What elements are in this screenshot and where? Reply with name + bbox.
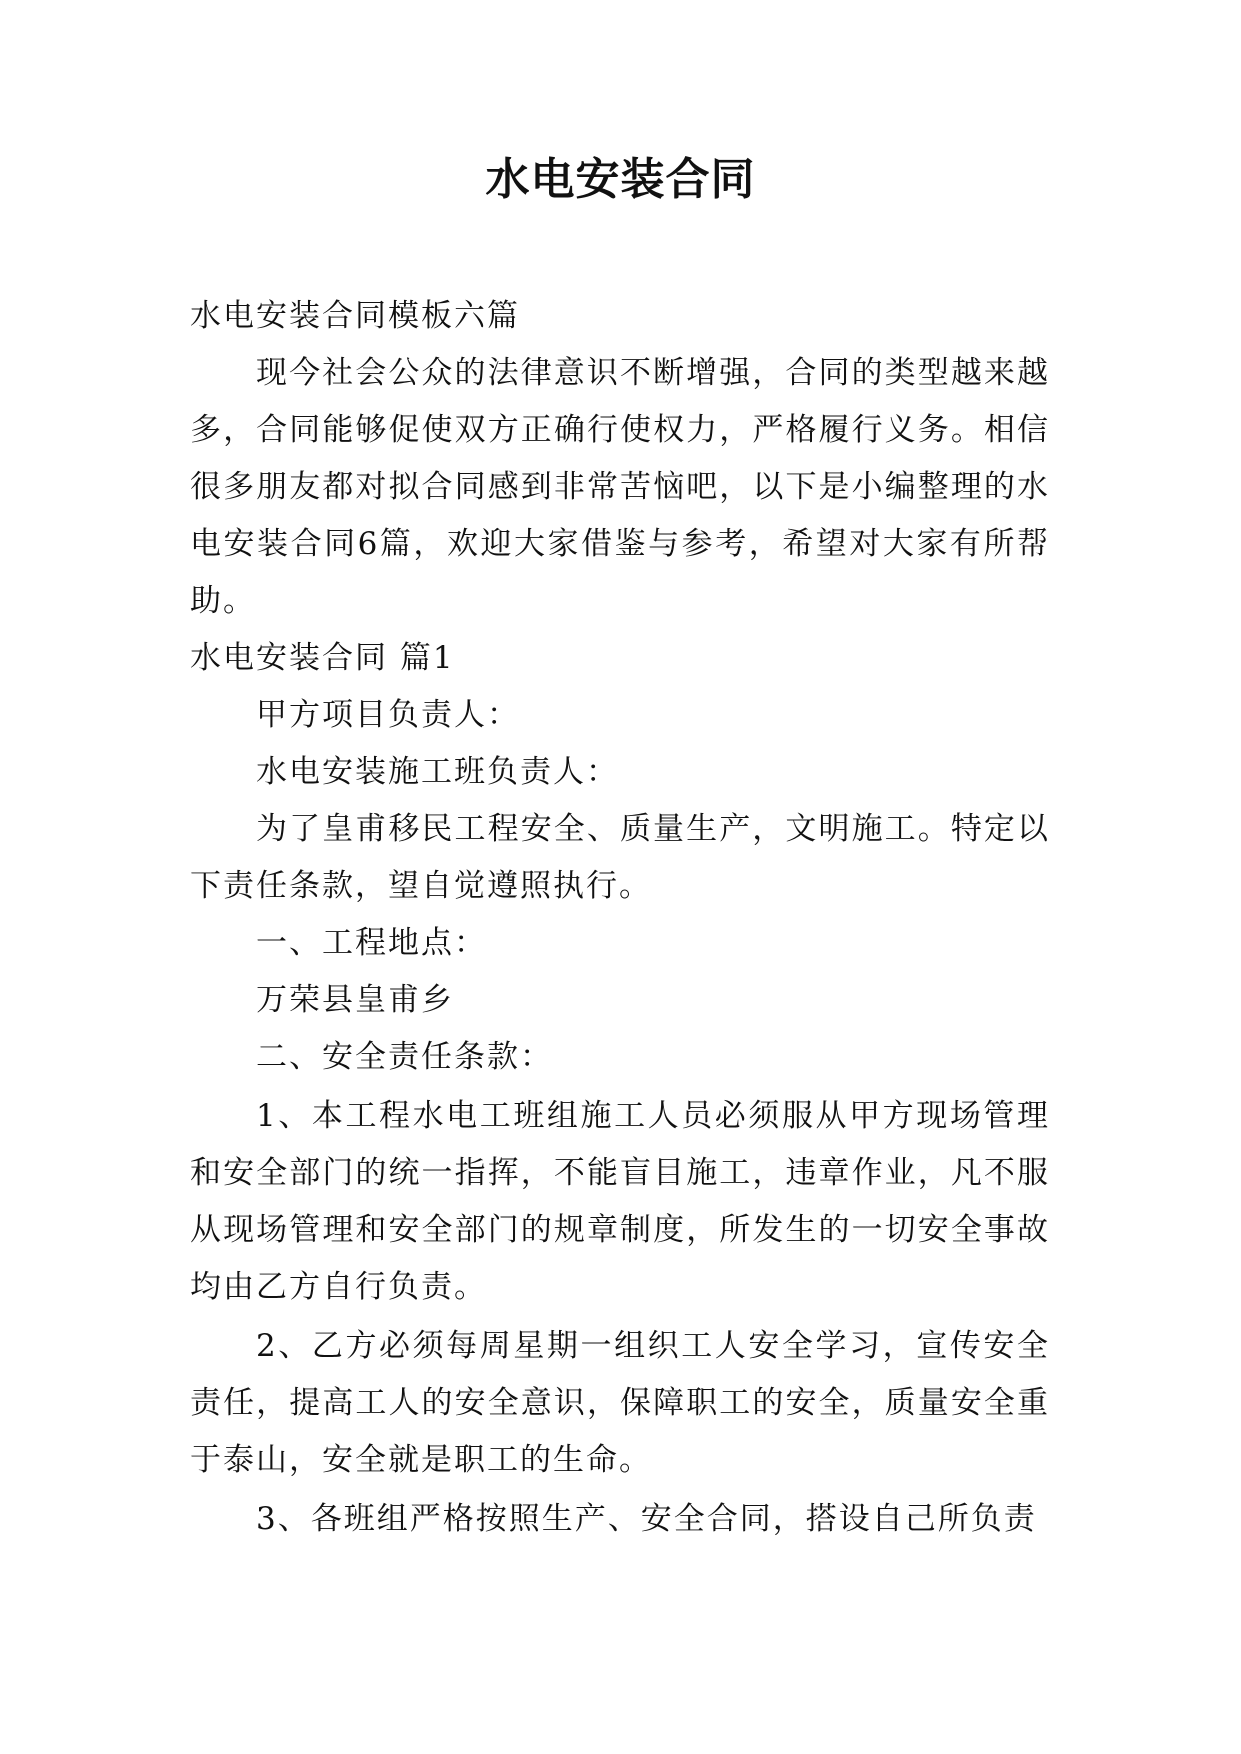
paragraph: 为了皇甫移民工程安全、质量生产，文明施工。特定以下责任条款，望自觉遵照执行。 [190, 811, 1050, 904]
paragraph: 万荣县皇甫乡 [256, 982, 454, 1018]
paragraph: 甲方项目负责人： [256, 697, 520, 733]
paragraph: 二、安全责任条款： [256, 1039, 553, 1075]
paragraph: 水电安装合同 篇1 [190, 640, 455, 676]
paragraph: 水电安装合同模板六篇 [190, 298, 520, 334]
document-title: 水电安装合同 [485, 154, 756, 205]
paragraph: 3、各班组严格按照生产、安全合同，搭设自己所负责 [256, 1501, 1037, 1537]
paragraph: 水电安装施工班负责人： [256, 754, 619, 790]
document-body [190, 288, 1050, 1548]
paragraph: 2、乙方必须每周星期一组织工人安全学习，宣传安全责任，提高工人的安全意识，保障职工的安全，质量安全重于泰山，安全就是职工的生命。 [190, 1328, 1050, 1478]
paragraph: 现今社会公众的法律意识不断增强，合同的类型越来越多，合同能够促使双方正确行使权力，严格履行义务。相信很多朋友都对拟合同感到非常苦恼吧，以下是小编整理的水电安装合同6篇，欢迎大家借鉴与参考，希望对大家有所帮助。 [190, 355, 1050, 619]
paragraph: 一、工程地点： [256, 925, 487, 961]
paragraph: 1、本工程水电工班组施工人员必须服从甲方现场管理和安全部门的统一指挥，不能盲目施工，违章作业，凡不服从现场管理和安全部门的规章制度，所发生的一切安全事故均由乙方自行负责。 [190, 1098, 1050, 1305]
